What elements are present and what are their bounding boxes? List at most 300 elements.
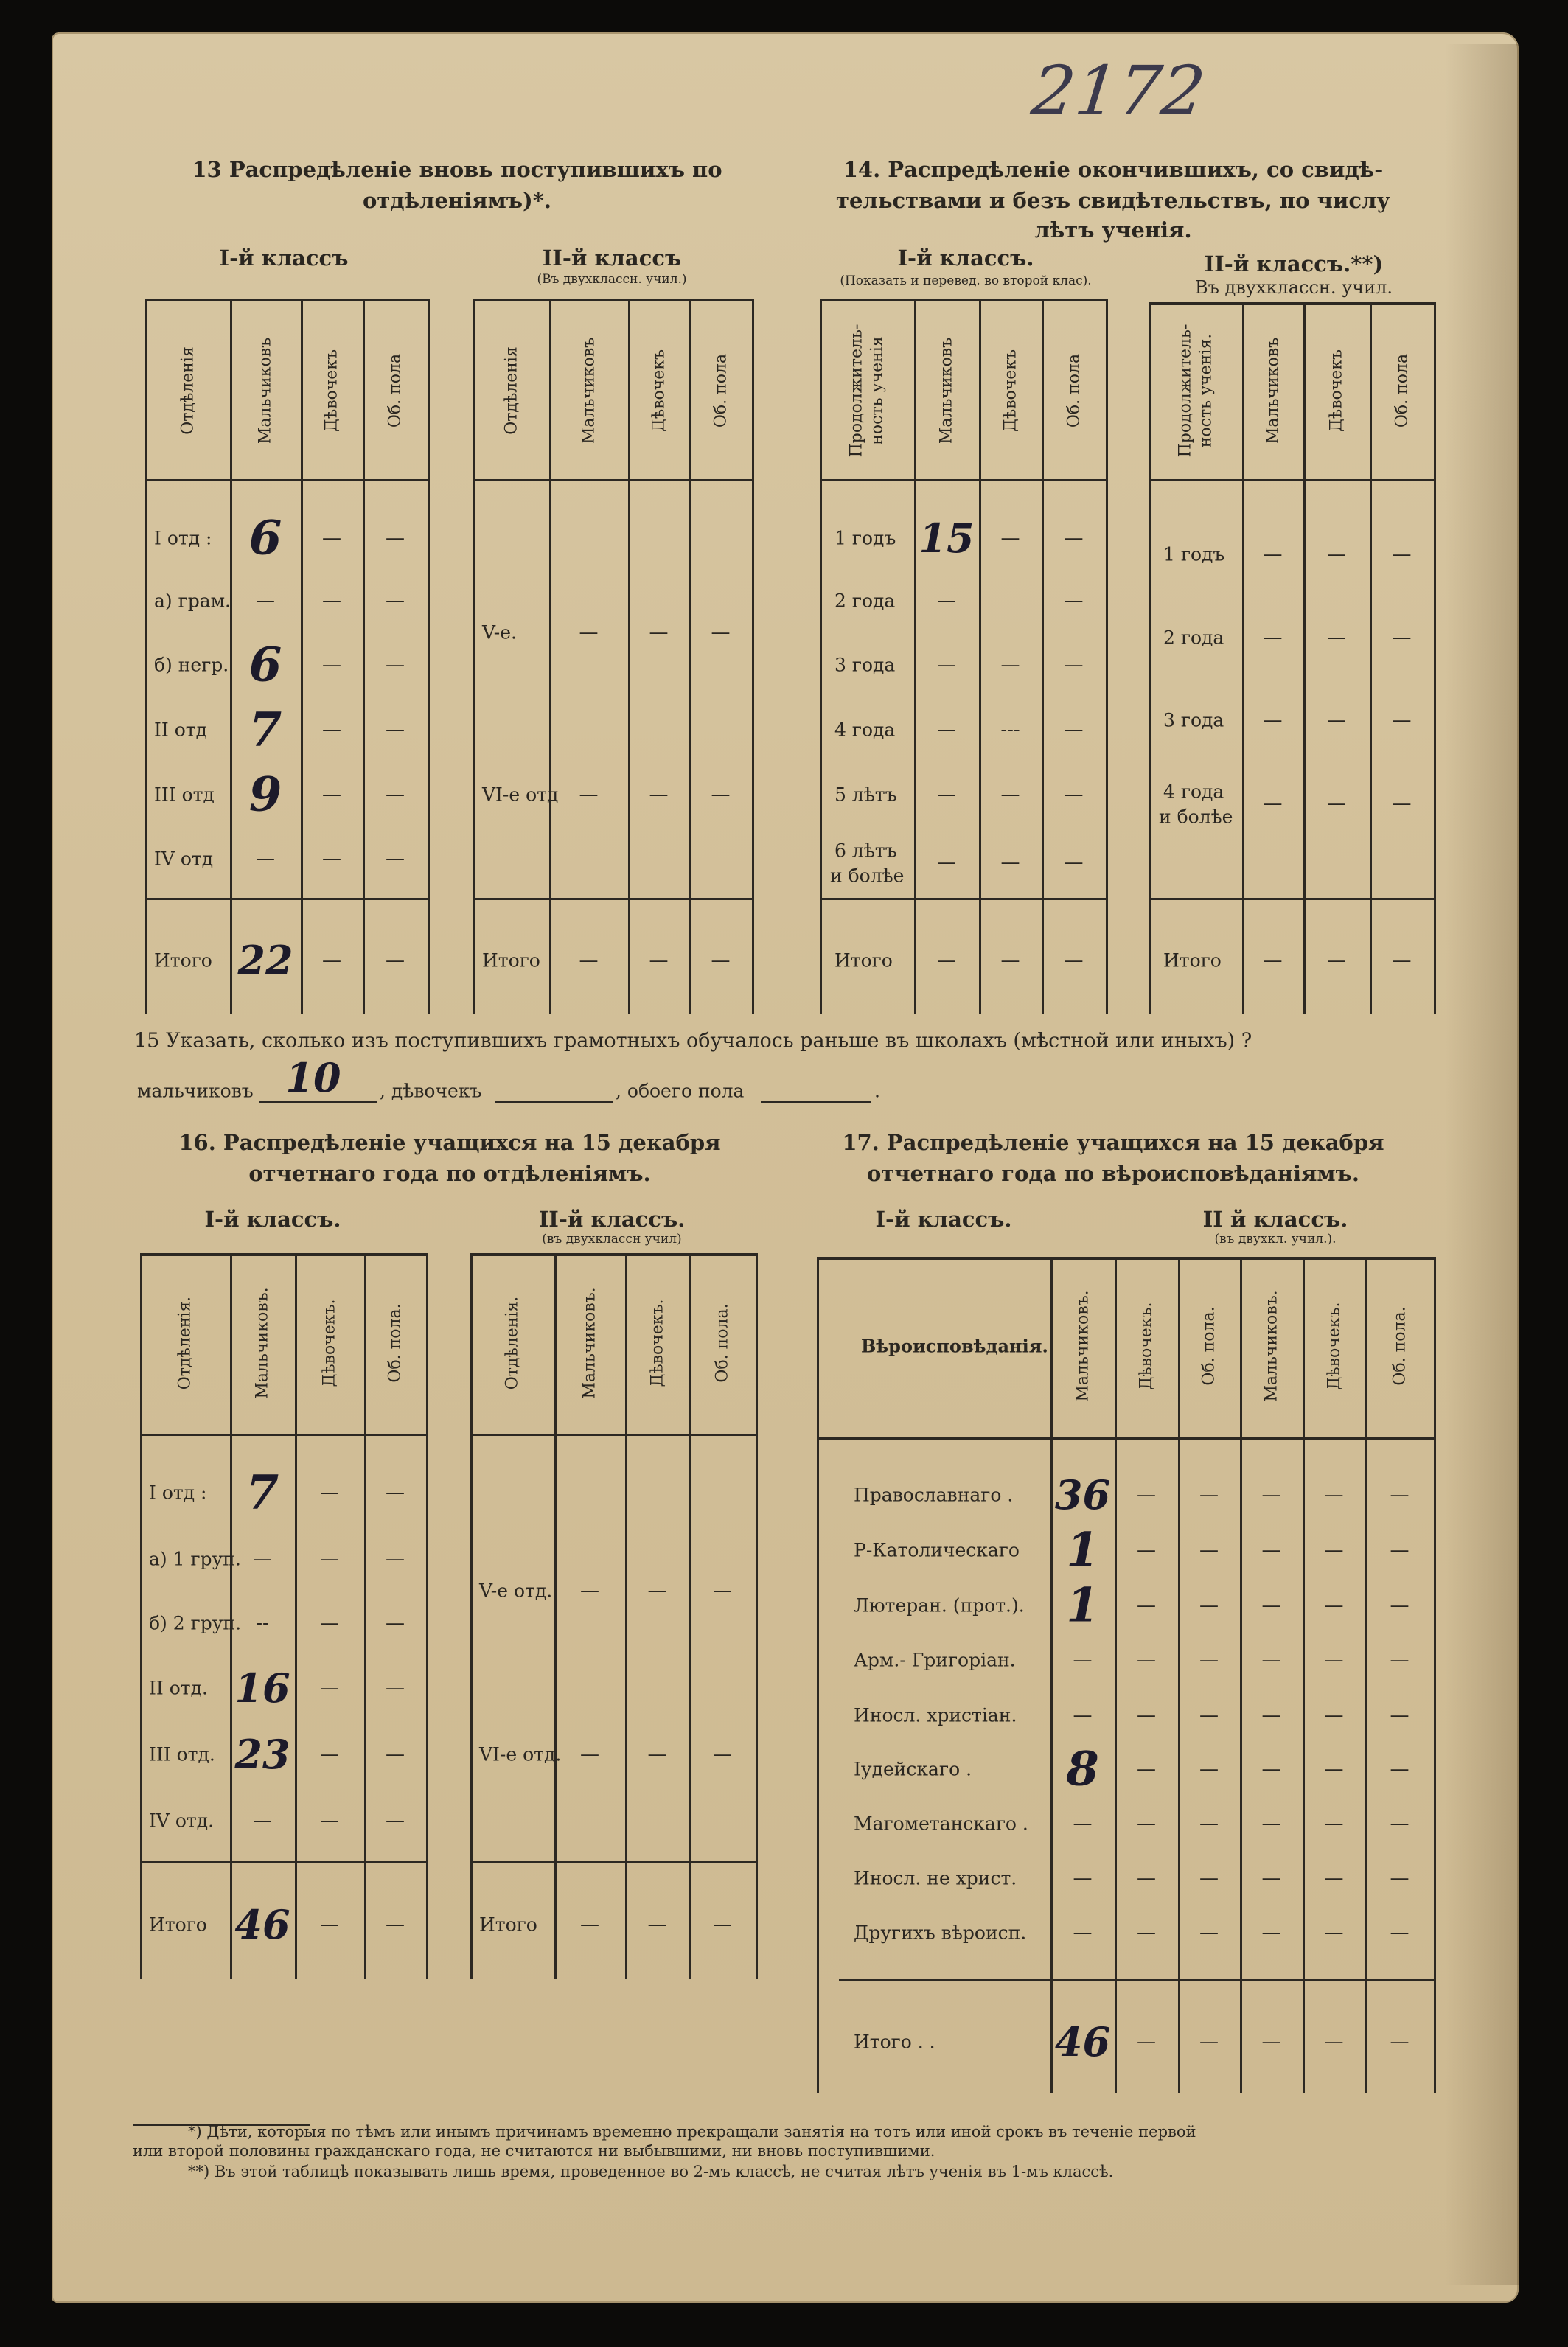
boys-value: — [1263,543,1283,565]
class-title: II-й классъ.**) [1204,251,1384,276]
column-header: Дѣвочекъ. [648,1299,666,1387]
footnote-2: **) Въ этой таблицѣ показывать лишь время, проведенное во 2-мъ классѣ, не считая лѣтъ ученія въ 1-мъ классѣ. [188,2163,1114,2180]
girls-value: — [320,1612,339,1634]
religion-value: — [1261,1704,1281,1726]
religion-value: — [1324,1813,1344,1835]
table-total-rule [140,1861,426,1863]
boys-value: — [1263,792,1283,815]
row-label: IV отд. [149,1810,215,1832]
girls-value: — [320,1677,339,1699]
total-girls: — [322,949,341,972]
religion-value: — [1137,1758,1156,1780]
girls-value: — [647,1580,667,1602]
both-value: — [1392,792,1412,815]
religion-value: — [1390,1813,1410,1835]
total-label: Итого . . [854,2031,935,2053]
girls-value: — [1000,527,1020,549]
table-column-line [1303,1257,1305,2093]
total-value: — [1390,2031,1410,2053]
class-title: II й классъ. [1202,1207,1348,1232]
row-label: 4 года [834,719,896,741]
table-column-line [549,299,551,1014]
both-value: — [386,719,405,741]
table-column-line [1303,302,1306,1014]
religion-value: — [1390,1704,1410,1726]
religion-value: — [1261,1922,1281,1944]
table-column-line [1240,1257,1242,2093]
both-value: — [1064,654,1084,676]
total-boys: 22 [237,936,293,984]
religion-value: — [1073,1704,1093,1726]
section-17-title: отчетнаго года по вѣроисповѣданіямъ. [867,1161,1359,1186]
religion-value: — [1199,1594,1219,1617]
religion-value: — [1137,1649,1156,1671]
religion-value: — [1261,1594,1281,1617]
row-label: II отд. [149,1677,208,1699]
table-left-line [817,1257,819,2093]
boys-value: — [1263,709,1283,731]
column-header: Мальчиковъ [937,337,956,444]
both-value: — [386,527,405,549]
boys-value: — [937,784,956,806]
total-both: — [711,949,731,972]
class-title: I-й классъ. [204,1207,341,1232]
column-header: Об. пола. [1390,1306,1409,1386]
table-column-line [1434,302,1436,1014]
both-value: — [1064,590,1084,612]
total-boys: — [579,949,599,972]
row-label: б) 2 груп. [149,1612,242,1634]
row-label: IV отд [154,848,214,870]
religion-label: Православнаго . [854,1484,1014,1506]
column-header: Об. пола. [1199,1306,1219,1386]
row-label: 4 года [1163,781,1224,803]
footnote-1: *) Дѣти, которыя по тѣмъ или инымъ причинамъ временно прекращали занятія на тотъ или иной срокъ въ теченіе первой [188,2123,1196,2141]
religion-value: — [1261,1867,1281,1889]
girls-value: — [322,719,341,741]
boys-value: — [256,590,275,612]
table-top-rule [473,299,752,301]
both-value: — [1392,543,1412,565]
table-column-line [301,299,303,1014]
religion-value: — [1137,1813,1156,1835]
religion-value: — [1199,1867,1219,1889]
religion-label: Лютеран. (прот.). [854,1594,1025,1617]
column-header: Об. пола [1393,353,1411,428]
table-left-line [1149,302,1151,1014]
row-label: I отд : [154,527,212,549]
total-girls: — [1000,949,1020,972]
total-label: Итого [1163,949,1222,971]
boys-value: — [253,1810,272,1832]
boys-value: — [580,1743,599,1765]
table-total-rule [473,898,752,900]
row-label: 2 года [834,590,896,612]
religion-value: — [1324,1922,1344,1944]
girls-value: — [1000,654,1020,676]
total-girls: — [1327,949,1346,972]
religion-value: — [1137,1594,1156,1617]
table-column-line [1242,302,1244,1014]
column-header: Дѣвочекъ [649,349,668,433]
class-title: I-й классъ. [897,245,1034,271]
religion-value: — [1324,1704,1344,1726]
table-column-line [628,299,630,1014]
total-girls: — [320,1914,339,1936]
both-value: — [386,1677,405,1699]
religion-value: — [1390,1594,1410,1617]
section-16-title: 16. Распредѣленіе учащихся на 15 декабря [178,1130,721,1155]
column-header: Об. пола [386,353,405,428]
row-label: 6 лѣтъ [834,840,897,862]
both-label: , обоего пола [616,1080,745,1102]
table-header-rule [1149,479,1434,481]
girls-value: — [1000,851,1020,873]
row-label: 1 годъ [1163,543,1225,565]
religion-value: — [1261,1539,1281,1561]
boys-label: мальчиковъ [137,1080,254,1102]
total-label: Итого [154,949,212,971]
table-column-line [428,299,430,1014]
religion-value: — [1261,1649,1281,1671]
class-subtitle: (Показать и перевед. во второй клас). [840,273,1092,288]
fill-line [259,1101,377,1103]
column-header: ность ученія [868,336,887,445]
table-total-rule [1149,898,1434,900]
girls-value: — [649,784,669,806]
boys-value: — [253,1548,272,1570]
religion-value: — [1199,1484,1219,1506]
boys-literate-value: 10 [285,1054,341,1101]
religion-label: Иносл. не христ. [854,1867,1017,1889]
both-value: — [386,1482,405,1504]
religion-label: Иносл. христіан. [854,1704,1017,1726]
girls-value: — [1327,709,1346,731]
table-column-line [914,299,916,1014]
boys-value: — [937,654,956,676]
row-label: V-е. [482,621,517,644]
section-16-title: отчетнаго года по отдѣленіямъ. [248,1161,651,1186]
girls-value: — [1327,543,1346,565]
girls-value: — [320,1810,339,1832]
table-header-rule [145,479,428,481]
table-column-line [364,1253,366,1979]
row-label: 3 года [1163,709,1224,731]
religion-label: Р-Католическаго [854,1539,1020,1561]
row-label: VI-е отд. [479,1743,562,1765]
table-top-rule [145,299,428,301]
total-boys: — [580,1914,599,1936]
girls-value: — [322,590,341,612]
boys-value: 16 [234,1664,290,1712]
row-label: 5 лѣтъ [834,784,897,806]
column-header: Об. пола. [386,1303,405,1383]
column-header: Отдѣленія. [503,1296,522,1390]
section-13-title: 13 Распредѣленіе вновь поступившихъ по [192,157,722,182]
table-left-line [140,1253,142,1979]
both-value: — [713,1743,732,1765]
both-value: — [711,784,731,806]
row-label: I отд : [149,1482,207,1504]
table-header-rule [473,479,752,481]
column-header: Дѣвочекъ. [320,1299,339,1387]
table-total-rule [145,898,428,900]
both-value: — [1064,784,1084,806]
girls-value: — [320,1482,339,1504]
table-column-line [1365,1257,1367,2093]
table-column-line [1042,299,1044,1014]
table-column-line [230,299,232,1014]
row-label: 2 года [1163,627,1224,649]
religion-value: — [1390,1649,1410,1671]
religion-value: — [1324,1594,1344,1617]
both-value: — [386,1548,405,1570]
religion-value: — [1390,1758,1410,1780]
column-header: Продолжитель- [847,324,866,458]
row-label: а) 1 груп. [149,1548,241,1570]
row-label: 1 годъ [834,527,896,549]
religion-value: — [1137,1539,1156,1561]
section-17-title: 17. Распредѣленіе учащихся на 15 декабря [842,1130,1384,1155]
column-header: Дѣвочекъ [1001,349,1020,433]
column-header-religion: Вѣроисповѣданія. [861,1335,1048,1357]
boys-value: 23 [234,1731,290,1778]
row-label: II отд [154,719,207,741]
table-header-rule [140,1434,426,1436]
row-label: и болѣе [1159,806,1233,828]
class-title: II-й классъ. [538,1207,686,1232]
girls-value: — [322,848,341,870]
girls-value: — [1327,792,1346,815]
section-14-title: тельствами и безъ свидѣтельствъ, по числу [835,188,1391,213]
religion-value: — [1199,1704,1219,1726]
girls-value: — [649,621,669,644]
total-boys: — [1263,949,1283,972]
religion-value: — [1199,1922,1219,1944]
both-value: — [1392,709,1412,731]
both-value: — [386,1743,405,1765]
table-total-rule [839,1979,1434,1981]
boys-value: — [579,621,599,644]
table-column-line [1434,1257,1436,2093]
religion-value: — [1390,1922,1410,1944]
table-left-line [473,299,475,1014]
both-value: — [386,784,405,806]
boys-value: 6 [248,510,282,566]
column-header: Отдѣленія [502,346,520,435]
fill-line [495,1101,613,1103]
table-column-line [689,299,691,1014]
total-girls: — [647,1914,667,1936]
table-column-line [1050,1257,1053,2093]
row-label: III отд [154,784,215,806]
table-header-rule [470,1434,756,1436]
religion-label: Магометанскаго . [854,1813,1028,1835]
total-value: — [1137,2031,1156,2053]
table-total-rule [470,1861,756,1863]
girls-value: — [322,784,341,806]
religion-value: 36 [1054,1471,1111,1518]
boys-value: — [937,851,956,873]
religion-value: — [1324,1539,1344,1561]
both-value: — [713,1580,732,1602]
total-label: Итого [149,1914,207,1936]
row-label: б) негр. [154,654,229,676]
boys-value: 9 [248,767,282,823]
religion-value: — [1137,1867,1156,1889]
total-both: — [1064,949,1084,972]
religion-value: — [1324,1484,1344,1506]
girls-value: — [320,1743,339,1765]
row-label: и болѣе [830,865,905,887]
table-column-line [363,299,365,1014]
boys-value: — [256,848,275,870]
table-top-rule [470,1253,756,1256]
column-header: Об. пола [711,353,730,428]
total-label: Итого [834,949,893,971]
religion-value: — [1261,1758,1281,1780]
religion-value: — [1137,1922,1156,1944]
boys-value: 7 [245,1465,279,1521]
footnote-1-cont: или второй половины гражданскаго года, не считаются ни выбывшими, ни вновь поступившими. [133,2142,935,2160]
column-header: Об. пола [1065,353,1083,428]
total-value: — [1324,2031,1344,2053]
table-column-line [1370,302,1372,1014]
column-header: Дѣвочекъ [322,349,341,433]
column-header: Дѣвочекъ. [1137,1302,1156,1390]
religion-label: Іудейскаго . [854,1758,972,1780]
class-title: I-й классъ [219,245,349,271]
table-column-line [752,299,754,1014]
girls-value: --- [1000,719,1020,741]
girls-value: — [1327,627,1346,649]
religion-value: 8 [1066,1741,1099,1797]
column-header: Мальчиковъ. [1262,1290,1280,1402]
column-header: Дѣвочекъ [1327,349,1346,433]
class-subtitle: (въ двухклассн учил) [542,1232,682,1246]
girls-value: — [647,1743,667,1765]
religion-value: — [1390,1484,1410,1506]
column-header: Мальчиковъ. [580,1287,599,1399]
row-label: III отд. [149,1743,215,1765]
religion-value: — [1073,1649,1093,1671]
table-header-rule [820,479,1106,481]
boys-value: 7 [248,702,282,758]
fill-line [761,1101,871,1103]
column-header: Отдѣленія. [175,1296,195,1390]
both-value: — [1392,627,1412,649]
total-both: — [1392,949,1412,972]
total-label: Итого [479,1914,537,1936]
table-column-line [295,1253,297,1979]
table-top-rule [820,299,1106,301]
religion-value: 1 [1066,1522,1099,1578]
page-number: 2172 [1028,52,1209,130]
religion-value: 1 [1066,1577,1099,1633]
column-header: Мальчиковъ. [253,1287,272,1399]
table-column-line [689,1253,691,1979]
table-column-line [756,1253,758,1979]
total-both: — [386,1914,405,1936]
religion-value: — [1390,1867,1410,1889]
both-value: — [386,1810,405,1832]
table-column-line [554,1253,557,1979]
boys-value: 15 [919,515,975,562]
table-top-rule [140,1253,426,1256]
table-left-line [820,299,822,1014]
table-column-line [1115,1257,1117,2093]
both-value: — [386,848,405,870]
column-header: Мальчиковъ. [1073,1290,1092,1402]
boys-value: 6 [248,637,282,693]
religion-value: — [1261,1813,1281,1835]
religion-value: — [1199,1539,1219,1561]
both-value: — [1064,851,1084,873]
total-both: — [713,1914,732,1936]
both-value: — [1064,719,1084,741]
both-value: — [711,621,731,644]
column-header: ность ученія. [1196,333,1215,448]
total-boys: — [937,949,956,972]
column-header: Продолжитель- [1176,324,1194,458]
total-boys: 46 [234,1901,290,1948]
class-subtitle: (въ двухкл. учил.). [1214,1232,1337,1246]
row-label: 3 года [834,654,896,676]
class-title: I-й классъ. [875,1207,1012,1232]
total-both: — [386,949,405,972]
girls-value: — [322,527,341,549]
section-14-title: 14. Распредѣленіе окончившихъ, со свидѣ- [843,157,1384,182]
table-header-rule [817,1437,1434,1440]
both-value: — [386,590,405,612]
boys-value: — [937,719,956,741]
religion-value: — [1199,1649,1219,1671]
class-subtitle: Въ двухклассн. учил. [1194,277,1393,298]
religion-value: — [1073,1922,1093,1944]
religion-value: — [1137,1484,1156,1506]
column-header: Дѣвочекъ. [1325,1302,1343,1390]
table-left-line [145,299,147,1014]
boys-value: — [937,590,956,612]
table-column-line [1106,299,1108,1014]
table-column-line [426,1253,428,1979]
table-column-line [979,299,981,1014]
column-header: Мальчиковъ [1264,337,1282,444]
row-label: VI-е отд [482,784,559,806]
religion-label: Другихъ вѣроисп. [854,1922,1027,1944]
column-header: Мальчиковъ [579,337,598,444]
religion-value: — [1199,1758,1219,1780]
end-mark: . [874,1080,880,1102]
boys-value: -- [256,1612,269,1634]
both-value: — [386,654,405,676]
question-15: 15 Указать, сколько изъ поступившихъ грамотныхъ обучалось раньше въ школахъ (мѣстной или иныхъ) ? [134,1029,1252,1053]
religion-value: — [1199,1813,1219,1835]
row-label: а) грам. [154,590,231,612]
table-column-line [625,1253,627,1979]
both-value: — [386,1612,405,1634]
girls-value: — [1000,784,1020,806]
column-header: Об. пола. [713,1303,732,1383]
total-value: — [1261,2031,1281,2053]
total-girls: — [649,949,669,972]
religion-value: — [1073,1813,1093,1835]
table-top-rule [1149,302,1434,305]
religion-label: Арм.- Григоріан. [854,1649,1016,1671]
religion-value: — [1137,1704,1156,1726]
religion-value: — [1073,1867,1093,1889]
boys-value: — [1263,627,1283,649]
